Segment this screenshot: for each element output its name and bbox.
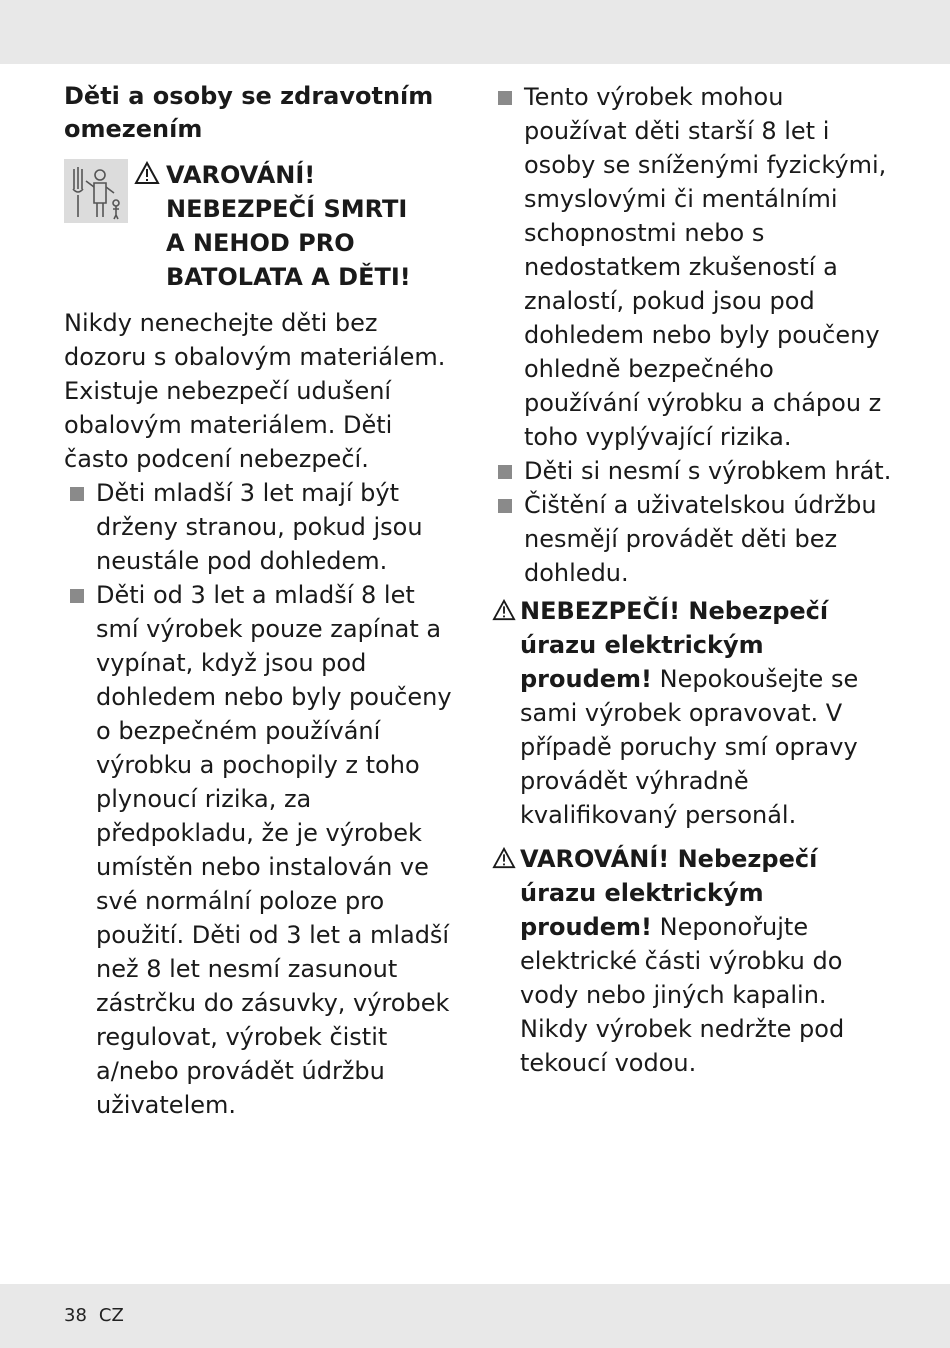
bullet-square-icon (498, 499, 512, 513)
page-footer (64, 1305, 136, 1326)
hazard-text: Neponořujte elektrické části výrobku do vody nebo jiných kapalin. Nikdy výrobek nedržte pod tekoucí vodou. (520, 913, 845, 1077)
warning-line-1 (134, 158, 411, 192)
bottom-band (0, 1284, 950, 1348)
right-column (492, 80, 892, 1090)
list-item-text: Děti si nesmí s výrobkem hrát. (524, 457, 892, 485)
warning-line-4: BATOLATA A DĚTI! (166, 263, 411, 291)
list-item (64, 476, 464, 578)
warning-title (134, 158, 411, 294)
left-column (64, 80, 464, 1122)
bullet-square-icon (70, 487, 84, 501)
list-item-text: Čištění a uživatelskou údržbu nesmějí provádět děti bez dohledu. (524, 491, 877, 587)
top-band (0, 0, 950, 64)
list-item (64, 578, 464, 1122)
warning-triangle-icon (492, 599, 516, 621)
bullet-square-icon (70, 589, 84, 603)
child-safety-icon (64, 159, 128, 223)
electric-hazard-danger (492, 594, 892, 832)
warning-line-3: A NEHOD PRO (166, 229, 355, 257)
list-item-text: Děti od 3 let a mladší 8 let smí výrobek pouze zapínat a vypínat, když jsou pod dohledem nebo byly poučeny o bezpečném používání výrobku a pochopily z toho plynoucí rizika, za předpokladu, že je výrobek umístěn nebo instalován ve své normální poloze pro použití. Děti od 3 let a mladší než 8 let nesmí zasunout zástrčku do zásuvky, výrobek regulovat, výrobek čistit a/nebo provádět údržbu uživatelem. (96, 581, 452, 1119)
list-item-text: Děti mladší 3 let mají být drženy stranou, pokud jsou neustále pod dohledem. (96, 479, 423, 575)
bullet-square-icon (498, 91, 512, 105)
hazard-text: Nepokoušejte se sami výrobek opravovat. V případě poruchy smí opravy provádět výhradně kvalifikovaný personál. (520, 665, 859, 829)
language-code: CZ (98, 1305, 124, 1326)
left-bullet-list (64, 476, 464, 1122)
warning-triangle-icon (492, 847, 516, 869)
warning-line-2: NEBEZPEČÍ SMRTI (166, 195, 408, 223)
section-heading: Děti a osoby se zdravotním omezením (64, 82, 434, 143)
list-item (492, 80, 892, 454)
list-item (492, 454, 892, 488)
warning-line-1-text: VAROVÁNÍ! (166, 161, 316, 189)
page-number: 38 (64, 1305, 87, 1326)
intro-paragraph: Nikdy nenechejte děti bez dozoru s obalovým materiálem. Existuje nebezpečí udušení obalovým materiálem. Děti často podcení nebezpečí. (64, 309, 446, 473)
bullet-square-icon (498, 465, 512, 479)
warning-triangle-icon (134, 161, 160, 185)
hazard-title: VAROVÁNÍ! Nebezpečí úrazu elektrickým proudem! (520, 845, 818, 941)
electric-hazard-warning (492, 842, 892, 1080)
list-item (492, 488, 892, 590)
list-item-text: Tento výrobek mohou používat děti starší 8 let i osoby se sníženými fyzickými, smyslovými či mentálními schopnostmi nebo s nedostatkem zkušeností a znalostí, pokud jsou pod dohledem nebo byly poučeny ohledně bezpečného používání výrobku a chápou z toho vyplývající rizika. (524, 83, 887, 451)
right-bullet-list (492, 80, 892, 590)
hazard-title: NEBEZPEČÍ! Nebezpečí úrazu elektrickým proudem! (520, 597, 829, 693)
child-warning-block (64, 158, 464, 294)
